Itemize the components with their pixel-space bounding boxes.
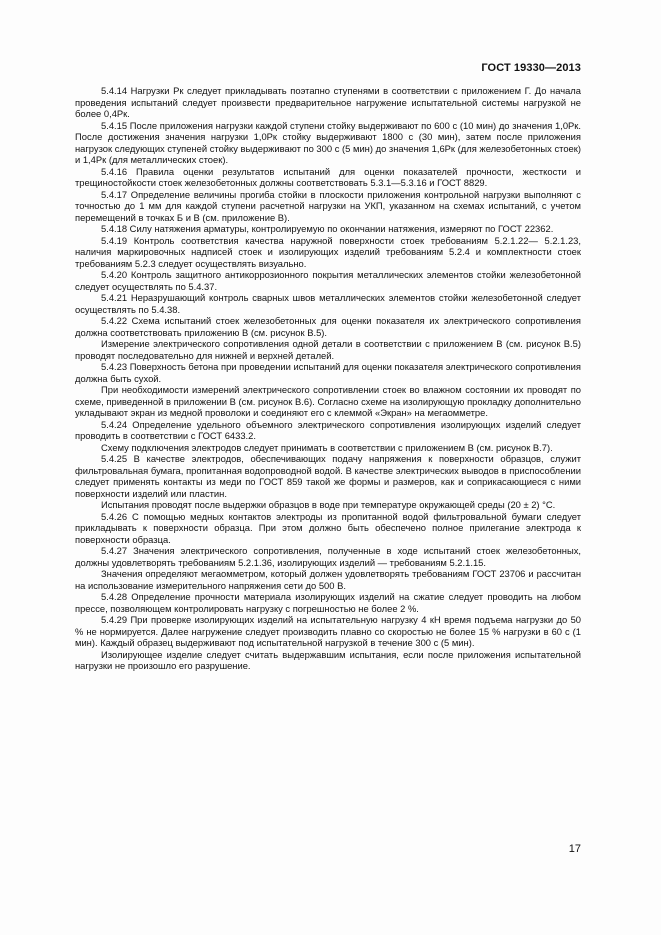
paragraph-5-4-26: 5.4.26 С помощью медных контактов электроды из пропитанной водой фильтровальной бумаги следует прикладывать к поверхности образца. При этом должно быть обеспечено полное прилегание электрода к поверхности образца.	[75, 510, 581, 545]
paragraph-5-4-14: 5.4.14 Нагрузки Pк следует прикладывать поэтапно ступенями в соответствии с приложением Г. До начала проведения испытаний следует произвести предварительное нагружение испытательной системы нагрузкой не более 0,4Pк.	[75, 85, 581, 119]
page-number: 17	[568, 843, 581, 855]
paragraph-5-4-18: 5.4.18 Силу натяжения арматуры, контролируемую по окончании натяжения, измеряют по ГОСТ 22362.	[101, 223, 554, 234]
paragraph-5-4-19: 5.4.19 Контроль соответствия качества наружной поверхности стоек требованиям 5.2.1.22— 5.2.1.23, наличия маркировочных надписей стоек и изолирующих изделий требованиям 5.2.4 и комплектности стоек требованиям 5.2.3 следует осуществлять визуально.	[75, 234, 581, 269]
paragraph-5-4-21: 5.4.21 Неразрушающий контроль сварных швов металлических элементов стойки железобетонной следует осуществлять по 5.4.38.	[75, 292, 581, 315]
paragraph-5-4-16: 5.4.16 Правила оценки результатов испытаний для оценки показателей прочности, жесткости и трещиностойкости стоек железобетонных должны соответствовать 5.3.1—5.3.16 и ГОСТ 8829.	[75, 165, 581, 188]
paragraph-5-4-27: 5.4.27 Значения электрического сопротивления, полученные в ходе испытаний стоек железобетонных, должны удовлетворять требованиям 5.2.1.36, изолирующих изделий — требованиям 5.2.1.15.	[75, 545, 581, 568]
paragraph-5-4-29: 5.4.29 При проверке изолирующих изделий на испытательную нагрузку 4 кН время подъема нагрузки до 50 % не нормируется. Далее нагружение следует производить плавно со скоростью не более 15 % нагрузки в 60 с (1 мин). Каждый образец выдерживают под испытательной нагрузкой в течение 300 с (5 мин).	[75, 614, 581, 648]
paragraph-5-4-23: 5.4.23 Поверхность бетона при проведении испытаний для оценки показателя электрического сопротивления должна быть сухой.	[75, 361, 581, 384]
paragraph-5-4-22-measurement: Измерение электрического сопротивления одной детали в соответствии с приложением В (см. рисунок В.5) проводят последовательно для нижней и верхней деталей.	[75, 338, 581, 361]
paragraph-5-4-29-conclusion: Изолирующее изделие следует считать выдержавшим испытания, если после приложения испытательной нагрузки не произошло его разрушение.	[75, 648, 581, 671]
paragraph-5-4-25-conditions: Испытания проводят после выдержки образцов в воде при температуре окружающей среды (20 ± 2) °С.	[101, 499, 556, 510]
paragraph-5-4-22: 5.4.22 Схема испытаний стоек железобетонных для оценки показателя их электрического сопротивления должна соответствовать приложению В (см. рисунок В.5).	[75, 315, 581, 338]
paragraph-5-4-23-wet-state: При необходимости измерений электрического сопротивлении стоек во влажном состоянии их проводят по схеме, приведенной в приложении В (см. рисунок В.6). Согласно схеме на изолирующую прокладку дополнительно укладывают экран из медной проволоки и соединяют его с клеммой «Экран» на мегаомметре.	[75, 384, 581, 418]
paragraph-5-4-28: 5.4.28 Определение прочности материала изолирующих изделий на сжатие следует проводить на любом прессе, позволяющем контролировать нагрузку с погрешностью не более 2 %.	[75, 591, 581, 614]
paragraph-5-4-25: 5.4.25 В качестве электродов, обеспечивающих подачу напряжения к поверхности образцов, служит фильтровальная бумага, пропитанная водопроводной водой. В качестве электрических выводов в приспособлении следует применять контакты из меди по ГОСТ 859 такой же формы и размеров, как и соприкасающиеся с ними поверхности изделий или пластин.	[75, 453, 581, 499]
paragraph-5-4-17: 5.4.17 Определение величины прогиба стойки в плоскости приложения контрольной нагрузки выполняют с точностью до 1 мм для каждой ступени расчетной нагрузки на УКП, указанном на схемах испытаний, с учетом перемещений в точках Б и В (см. приложение В).	[75, 188, 581, 223]
paragraph-5-4-24-scheme: Схему подключения электродов следует принимать в соответствии с приложением В (см. рисунок В.7).	[101, 441, 553, 453]
paragraph-5-4-24: 5.4.24 Определение удельного объемного электрического сопротивления изолирующих изделий следует проводить в соответствии с ГОСТ 6433.2.	[75, 418, 581, 441]
paragraph-5-4-27-megohmmeter: Значения определяют мегаомметром, который должен удовлетворять требованиям ГОСТ 23706 и рассчитан на использование измерительного напряжения сети до 500 В.	[75, 568, 581, 591]
standard-code-header: ГОСТ 19330—2013	[481, 62, 581, 74]
document-body	[75, 85, 581, 672]
paragraph-5-4-15: 5.4.15 После приложения нагрузки каждой ступени стойку выдерживают по 600 с (10 мин) до значения 1,0Pк. После достижения значения нагрузки 1,0Pк стойку выдерживают 1800 с (30 мин), затем после приложения нагрузок следующих ступеней стойку выдерживают по 300 с (5 мин) до значения 1,6Pк (для железобетонных стоек) и 1,4Pк (для металлических стоек).	[75, 119, 581, 165]
paragraph-5-4-20: 5.4.20 Контроль защитного антикоррозионного покрытия металлических элементов стойки железобетонной следует осуществлять по 5.4.37.	[75, 269, 581, 292]
